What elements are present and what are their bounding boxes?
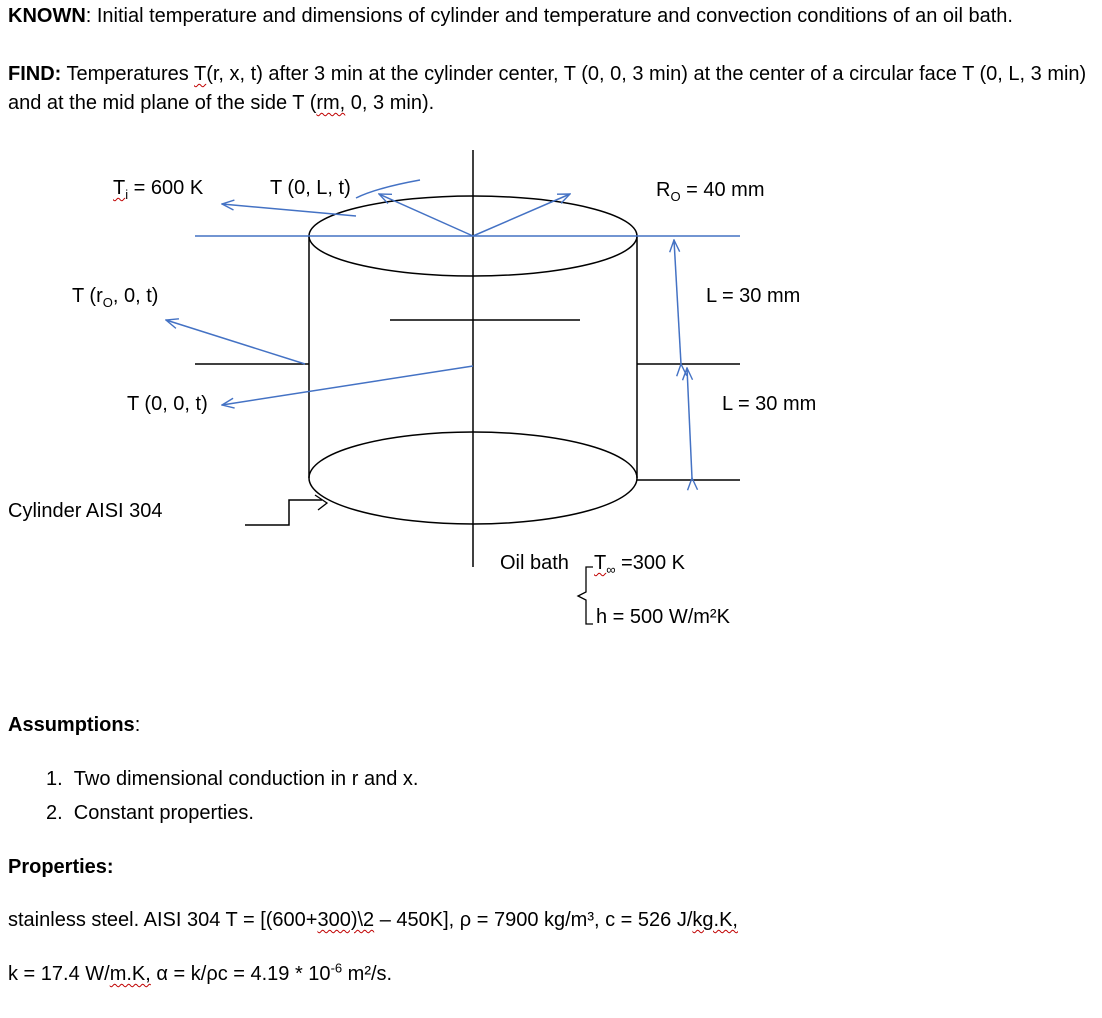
prop2-exp: -6 — [330, 960, 343, 976]
L1-dimension-arrow — [674, 240, 681, 364]
prop1-b: – 450K], ρ = 7900 kg/m³, c = 526 J/ — [374, 909, 693, 931]
assumptions-heading: Assumptions: — [8, 714, 141, 736]
tr0-sub: O — [102, 295, 113, 310]
assumption-text-1: Two dimensional conduction in r and x. — [73, 768, 419, 790]
find-label: FIND: — [8, 63, 62, 85]
face-center-arrow — [379, 194, 473, 236]
ro-R: R — [656, 179, 671, 201]
known-text: : Initial temperature and dimensions of cylinder and temperature and convection conditions of an oil bath. — [85, 5, 1013, 27]
ro-label — [656, 178, 765, 202]
assumption-item-1: 1. Two dimensional conduction in r and x. — [46, 768, 419, 790]
tr0-rest: , 0, t) — [112, 285, 159, 307]
find-rm: rm, — [316, 92, 346, 114]
t00-label: T (0, 0, t) — [127, 393, 208, 415]
prop1-sq1: 300)\2 — [317, 909, 375, 931]
prop2-a: k = 17.4 W/ — [8, 963, 110, 985]
find-text-b: 0, 3 min). — [345, 92, 435, 114]
t0lt-label: T (0, L, t) — [270, 177, 351, 199]
prop1-a: stainless steel. AISI 304 T = [(600+ — [8, 909, 318, 931]
properties-label: Properties: — [8, 856, 114, 878]
oil-bath-label: Oil bath — [500, 552, 569, 574]
ti-value: = 600 K — [128, 177, 204, 199]
tinf-T: T — [594, 552, 607, 574]
L1-label: L = 30 mm — [706, 285, 801, 307]
tr0-label — [72, 284, 158, 308]
find-text-a: (r, x, t) after 3 min at the cylinder center, T (0, 0, 3 min) at the center of a circular face T (0, L, 3 min) and at the mid plane of the side T ( — [8, 63, 1087, 114]
ti-T: T — [113, 177, 126, 199]
prop2-c: m²/s. — [342, 963, 393, 985]
side-midplane-arrow — [166, 320, 305, 364]
tinf-sub: ∞ — [606, 562, 616, 577]
L2-label: L = 30 mm — [722, 393, 817, 415]
find-T: T — [194, 63, 207, 85]
oil-bath-brace — [578, 567, 593, 624]
L2-dimension-arrow — [687, 368, 692, 478]
t0lt-leader — [356, 180, 420, 198]
tr0-T: T (r — [72, 285, 103, 307]
ti-arrow — [222, 204, 356, 216]
assumptions-label: Assumptions — [8, 714, 135, 736]
h-label: h = 500 W/m²K — [596, 606, 730, 628]
properties-line-1 — [8, 908, 738, 932]
tinf-value: =300 K — [615, 552, 686, 574]
ro-sub: O — [670, 189, 681, 204]
find-text-pre: Temperatures — [61, 63, 194, 85]
cylinder-leader-line — [245, 500, 322, 525]
ti-sub: i — [125, 187, 129, 202]
prop2-b: α = k/ρc = 4.19 * 10 — [150, 963, 331, 985]
assumption-item-2: 2. Constant properties. — [46, 802, 254, 824]
assumption-text-2: Constant properties. — [73, 802, 254, 824]
known-label: KNOWN — [8, 5, 86, 27]
prop2-sq: m.K, — [109, 963, 151, 985]
tinf-label — [594, 551, 685, 575]
cylinder-label: Cylinder AISI 304 — [8, 500, 163, 522]
center-arrow — [222, 366, 473, 405]
radius-arrow — [473, 194, 570, 236]
ro-value: = 40 mm — [680, 179, 765, 201]
properties-line-2 — [8, 962, 392, 986]
ti-label — [113, 176, 203, 200]
prop1-sq2: kg.K, — [692, 909, 738, 931]
properties-heading — [8, 855, 114, 879]
